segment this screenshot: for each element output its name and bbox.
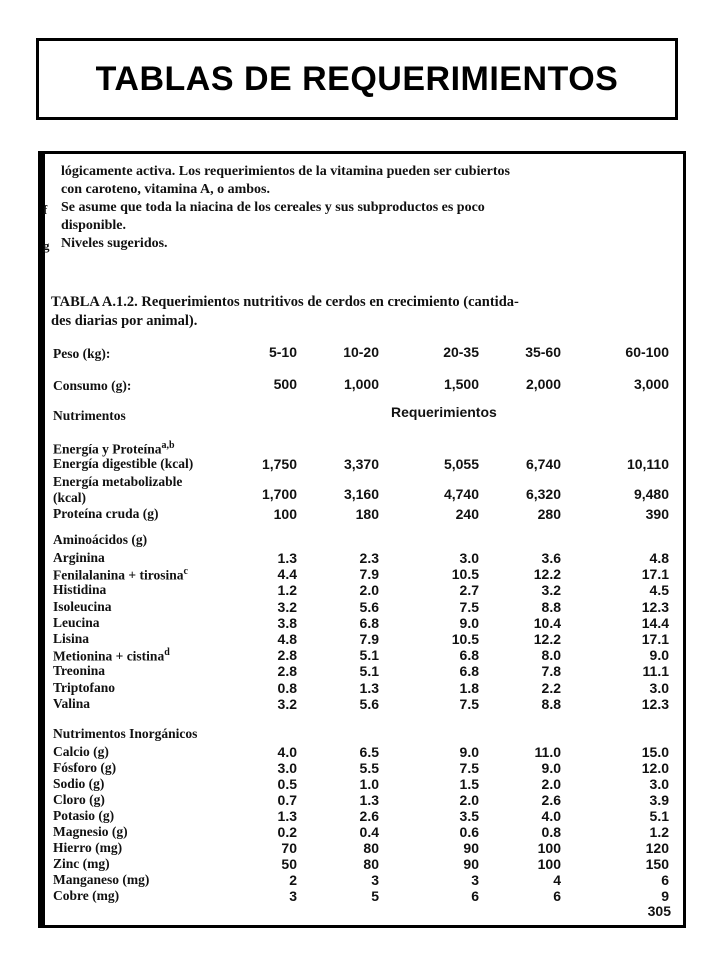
- table-row-label: Energía metabolizable: [53, 474, 183, 489]
- table-cell: 1.5: [459, 776, 479, 792]
- table-cell: 7.5: [459, 695, 479, 712]
- table-cell: 2.3: [359, 550, 379, 566]
- table-cell: 5.1: [359, 663, 379, 680]
- table-cell: 3.8: [277, 614, 297, 631]
- table-cell: 2.6: [359, 808, 379, 824]
- table-cell: 7.8: [541, 663, 561, 680]
- table-cell: 4.0: [277, 744, 297, 760]
- footnote-marker: g: [43, 238, 50, 253]
- table-row-label: Fenilalanina + tirosina$^c$: [53, 566, 188, 583]
- table-cell: 4,740: [443, 486, 479, 502]
- table-cell: 2.6: [541, 792, 561, 808]
- table-cell: 3.0: [459, 550, 479, 566]
- table-cell: 1.3: [277, 808, 297, 824]
- scanned-page: [38, 151, 686, 928]
- table-cell: 3: [471, 872, 479, 888]
- table-row-label: Calcio (g): [53, 744, 109, 759]
- table-cell: 3.2: [277, 598, 297, 615]
- table-cell: 100: [273, 506, 297, 522]
- table-cell: 6: [661, 872, 669, 888]
- table-cell: 240: [455, 506, 479, 522]
- table-cell: 9.0: [459, 744, 479, 760]
- table-cell: 2.8: [277, 663, 297, 680]
- consumo-value: 1,000: [343, 376, 379, 392]
- table-cell: 8.8: [541, 695, 561, 712]
- table-cell: 5.5: [359, 760, 379, 776]
- table-cell: 1.3: [277, 550, 297, 566]
- scan-edge: [41, 154, 48, 925]
- peso-value: 35-60: [525, 344, 561, 360]
- table-cell: 9.0: [459, 614, 479, 631]
- table-cell: 0.6: [459, 824, 479, 840]
- table-cell: 100: [537, 840, 561, 856]
- table-cell: 15.0: [641, 744, 669, 760]
- peso-value: 5-10: [268, 344, 297, 360]
- table-cell: 10.5: [451, 566, 479, 583]
- table-row-label: Valina: [53, 695, 91, 711]
- table-cell: 0.5: [277, 776, 297, 792]
- table-cell: 180: [355, 506, 379, 522]
- table-cell: 4.5: [649, 582, 669, 599]
- slide-title-box: [36, 38, 678, 120]
- table-cell: 6: [553, 888, 561, 904]
- table-cell: 5,055: [443, 456, 479, 472]
- table-cell: 50: [281, 856, 297, 872]
- table-cell: 9.0: [649, 647, 669, 664]
- energia-heading: Energía y Proteína$^{a,b}$: [53, 440, 175, 457]
- table-cell: 1.2: [649, 824, 669, 840]
- table-caption: des diarias por animal).: [51, 313, 198, 329]
- aminoacidos-heading: Aminoácidos (g): [53, 532, 148, 547]
- table-cell: 4.0: [541, 808, 561, 824]
- table-cell: 2.0: [541, 776, 561, 792]
- table-cell: 2.0: [459, 792, 479, 808]
- table-row-label: Proteína cruda (g): [53, 506, 159, 521]
- table-cell: 1.8: [459, 679, 479, 696]
- table-cell: 7.5: [459, 760, 479, 776]
- table-cell: 6.8: [359, 614, 379, 631]
- table-cell: 2.7: [459, 582, 479, 599]
- table-cell: 2: [289, 872, 297, 888]
- table-cell: 8.8: [541, 598, 561, 615]
- table-cell: 4.8: [277, 631, 297, 647]
- table-cell: 2.2: [541, 679, 561, 696]
- table-cell: 3,370: [343, 456, 379, 472]
- table-cell: 11.1: [642, 663, 669, 680]
- table-cell: 1,750: [261, 456, 297, 472]
- table-row-label: (kcal): [53, 490, 86, 505]
- table-cell: 3,160: [343, 486, 379, 502]
- consumo-value: 1,500: [443, 376, 479, 392]
- table-cell: 5.1: [649, 808, 669, 824]
- table-cell: 3: [371, 872, 379, 888]
- table-cell: 5.6: [359, 598, 379, 615]
- table-caption: TABLA A.1.2. Requerimientos nutritivos de cerdos en crecimiento (cantida-: [51, 294, 519, 310]
- table-cell: 80: [363, 856, 379, 872]
- table-row-label: Manganeso (mg): [53, 872, 150, 887]
- table-cell: 14.4: [641, 614, 669, 631]
- table-cell: 17.1: [641, 566, 669, 583]
- table-row-label: Triptofano: [53, 679, 116, 695]
- table-cell: 6.8: [459, 663, 479, 680]
- table-cell: 150: [645, 856, 669, 872]
- table-cell: 6,740: [525, 456, 561, 472]
- table-cell: 12.3: [641, 598, 669, 615]
- table-cell: 3.0: [277, 760, 297, 776]
- table-cell: 3.9: [649, 792, 669, 808]
- table-cell: 1.2: [277, 582, 297, 599]
- table-cell: 5.1: [359, 647, 379, 664]
- table-cell: 1.3: [359, 679, 379, 696]
- table-row-label: Sodio (g): [53, 776, 105, 791]
- table-cell: 3.6: [541, 550, 561, 566]
- table-cell: 10,110: [626, 456, 669, 472]
- table-cell: 0.4: [359, 824, 379, 840]
- table-row-label: Metionina + cistina$^d$: [53, 647, 170, 664]
- table-cell: 10.5: [451, 631, 479, 647]
- requerimientos-header: Requerimientos: [391, 404, 497, 420]
- consumo-value: 3,000: [633, 376, 669, 392]
- table-row-label: Isoleucina: [53, 598, 112, 614]
- peso-value: 60-100: [625, 344, 669, 360]
- table-cell: 6.8: [459, 647, 479, 664]
- table-row-label: Magnesio (g): [53, 824, 128, 839]
- slide-title: TABLAS DE REQUERIMIENTOS: [95, 59, 619, 98]
- table-cell: 3: [289, 888, 297, 904]
- table-cell: 1.0: [359, 776, 379, 792]
- table-cell: 3.0: [649, 776, 669, 792]
- footnote-line: lógicamente activa. Los requerimientos de la vitamina pueden ser cubiertos: [61, 164, 510, 179]
- table-cell: 12.2: [533, 631, 561, 647]
- table-cell: 0.8: [541, 824, 561, 840]
- table-cell: 11.0: [534, 744, 561, 760]
- footnote-line: con caroteno, vitamina A, o ambos.: [61, 182, 270, 197]
- table-cell: 6.5: [359, 744, 379, 760]
- table-cell: 4.8: [649, 550, 669, 566]
- table-cell: 6: [471, 888, 479, 904]
- table-cell: 70: [281, 840, 297, 856]
- table-cell: 5.6: [359, 695, 379, 712]
- table-cell: 90: [463, 840, 479, 856]
- table-cell: 120: [645, 840, 669, 856]
- peso-value: 20-35: [443, 344, 479, 360]
- table-cell: 12.3: [641, 695, 669, 712]
- table-cell: 2.0: [359, 582, 379, 599]
- footnote-marker: f: [43, 202, 48, 217]
- page-number: 305: [647, 903, 671, 919]
- table-row-label: Zinc (mg): [53, 856, 110, 871]
- table-row-label: Fósforo (g): [53, 760, 117, 775]
- table-cell: 9.0: [541, 760, 561, 776]
- table-cell: 12.2: [533, 566, 561, 583]
- table-cell: 3.2: [277, 695, 297, 712]
- table-cell: 9: [661, 888, 669, 904]
- table-row-label: Potasio (g): [53, 808, 115, 823]
- table-cell: 1,700: [261, 486, 297, 502]
- table-cell: 3.2: [541, 582, 561, 599]
- table-cell: 80: [363, 840, 379, 856]
- table-cell: 4: [553, 872, 561, 888]
- footnote-line: Se asume que toda la niacina de los cereales y sus subproductos es poco: [61, 200, 485, 215]
- table-row-label: Histidina: [53, 582, 107, 598]
- footnote-line: Niveles sugeridos.: [61, 236, 168, 251]
- table-cell: 280: [537, 506, 561, 522]
- table-row-label: Arginina: [53, 550, 105, 565]
- table-cell: 8.0: [541, 647, 561, 664]
- table-cell: 6,320: [525, 486, 561, 502]
- table-cell: 0.2: [277, 824, 297, 840]
- table-cell: 5: [371, 888, 379, 904]
- peso-value: 10-20: [343, 344, 379, 360]
- table-row-label: Cloro (g): [53, 792, 105, 807]
- inorganicos-heading: Nutrimentos Inorgánicos: [53, 726, 198, 741]
- table-cell: 10.4: [533, 614, 561, 631]
- table-row-label: Energía digestible (kcal): [53, 456, 194, 471]
- table-cell: 2.8: [277, 647, 297, 664]
- table-row-label: Treonina: [53, 663, 106, 679]
- table-cell: 17.1: [641, 631, 669, 647]
- table-cell: 7.5: [459, 598, 479, 615]
- table-cell: 3.0: [649, 679, 669, 696]
- table-cell: 9,480: [633, 486, 669, 502]
- table-cell: 12.0: [641, 760, 669, 776]
- table-cell: 3.5: [459, 808, 479, 824]
- table-row-label: Cobre (mg): [53, 888, 120, 903]
- table-row-label: Lisina: [53, 631, 90, 646]
- peso-label: Peso (kg):: [53, 346, 111, 361]
- nutrimentos-label: Nutrimentos: [53, 408, 126, 423]
- table-cell: 0.7: [277, 792, 297, 808]
- footnote-line: disponible.: [61, 218, 126, 233]
- table-cell: 7.9: [359, 631, 379, 647]
- table-cell: 4.4: [277, 566, 297, 583]
- table-cell: 90: [463, 856, 479, 872]
- consumo-value: 500: [273, 376, 297, 392]
- table-cell: 0.8: [277, 679, 297, 696]
- table-cell: 100: [537, 856, 561, 872]
- table-cell: 1.3: [359, 792, 379, 808]
- consumo-label: Consumo (g):: [53, 378, 132, 393]
- table-cell: 7.9: [359, 566, 379, 583]
- table-row-label: Leucina: [53, 614, 100, 630]
- table-row-label: Hierro (mg): [53, 840, 123, 855]
- consumo-value: 2,000: [525, 376, 561, 392]
- table-cell: 390: [645, 506, 669, 522]
